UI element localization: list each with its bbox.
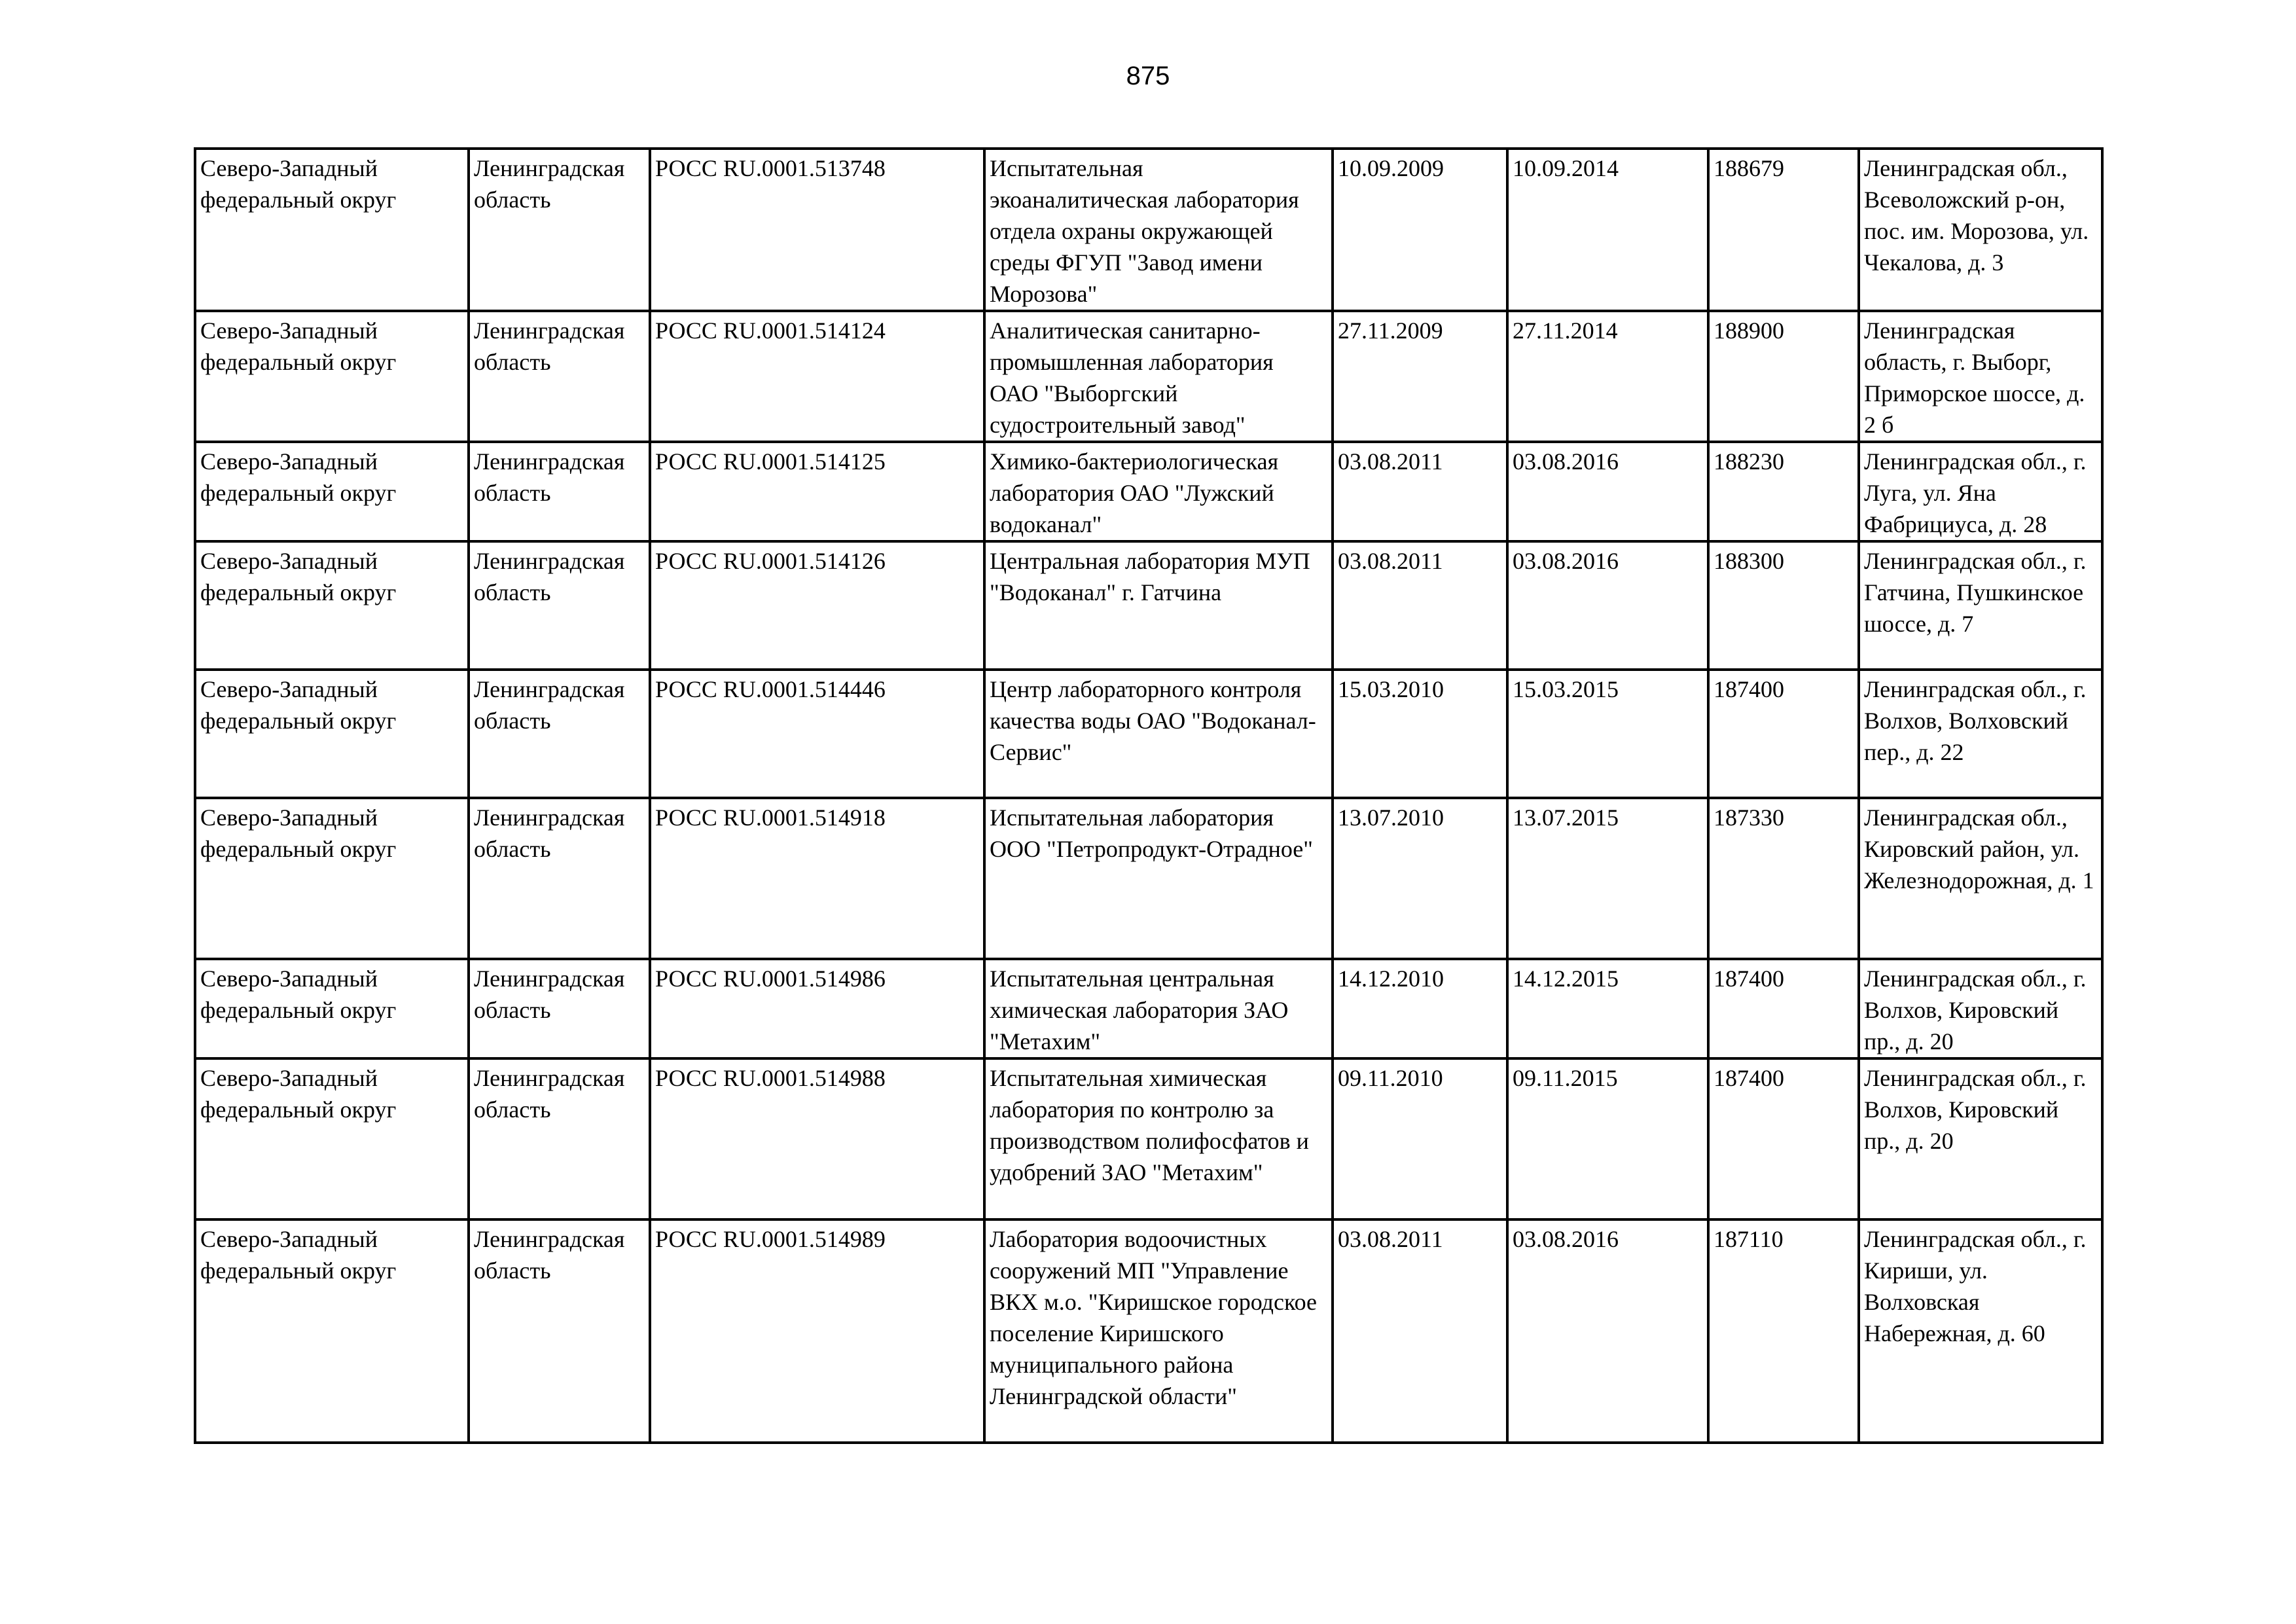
registration-number-cell: РОСС RU.0001.513748	[650, 149, 984, 311]
accreditation-date-cell: 03.08.2011	[1333, 442, 1507, 541]
table-row	[195, 442, 2102, 541]
table-row	[195, 1058, 2102, 1219]
address-cell: Ленинградская обл., г. Волхов, Волховский пер., д. 22	[1859, 670, 2102, 798]
accreditation-date-cell: 27.11.2009	[1333, 311, 1507, 442]
expiry-date-cell: 03.08.2016	[1507, 442, 1708, 541]
registration-number-cell: РОСС RU.0001.514989	[650, 1219, 984, 1443]
region-cell: Ленинградская область	[469, 798, 650, 959]
expiry-date-cell: 09.11.2015	[1507, 1058, 1708, 1219]
accreditation-date-cell: 15.03.2010	[1333, 670, 1507, 798]
table-row	[195, 798, 2102, 959]
expiry-date-cell: 03.08.2016	[1507, 1219, 1708, 1443]
table-row	[195, 959, 2102, 1058]
postcode-cell: 187400	[1708, 670, 1859, 798]
district-cell: Северо-Западный федеральный округ	[195, 1058, 469, 1219]
registration-number-cell: РОСС RU.0001.514988	[650, 1058, 984, 1219]
postcode-cell: 188300	[1708, 541, 1859, 670]
address-cell: Ленинградская обл., г. Луга, ул. Яна Фабрициуса, д. 28	[1859, 442, 2102, 541]
district-cell: Северо-Западный федеральный округ	[195, 149, 469, 311]
district-cell: Северо-Западный федеральный округ	[195, 442, 469, 541]
postcode-cell: 187400	[1708, 959, 1859, 1058]
postcode-cell: 187110	[1708, 1219, 1859, 1443]
registration-number-cell: РОСС RU.0001.514126	[650, 541, 984, 670]
postcode-cell: 187400	[1708, 1058, 1859, 1219]
table-row	[195, 1219, 2102, 1443]
expiry-date-cell: 10.09.2014	[1507, 149, 1708, 311]
region-cell: Ленинградская область	[469, 311, 650, 442]
table-row	[195, 311, 2102, 442]
region-cell: Ленинградская область	[469, 1058, 650, 1219]
address-cell: Ленинградская обл., Всеволожский р-он, пос. им. Морозова, ул. Чекалова, д. 3	[1859, 149, 2102, 311]
expiry-date-cell: 03.08.2016	[1507, 541, 1708, 670]
district-cell: Северо-Западный федеральный округ	[195, 798, 469, 959]
registration-number-cell: РОСС RU.0001.514124	[650, 311, 984, 442]
district-cell: Северо-Западный федеральный округ	[195, 311, 469, 442]
table-row	[195, 149, 2102, 311]
accreditation-date-cell: 03.08.2011	[1333, 541, 1507, 670]
registration-number-cell: РОСС RU.0001.514986	[650, 959, 984, 1058]
laboratory-name-cell: Испытательная экоаналитическая лаборатория отдела охраны окружающей среды ФГУП "Завод имени Морозова"	[984, 149, 1333, 311]
expiry-date-cell: 15.03.2015	[1507, 670, 1708, 798]
laboratory-name-cell: Лаборатория водоочистных сооружений МП "Управление ВКХ м.о. "Киришское городское поселение Киришского муниципального района Ленинградской области"	[984, 1219, 1333, 1443]
postcode-cell: 188900	[1708, 311, 1859, 442]
laboratory-name-cell: Испытательная химическая лаборатория по контролю за производством полифосфатов и удобрений ЗАО "Метахим"	[984, 1058, 1333, 1219]
laboratory-name-cell: Испытательная центральная химическая лаборатория ЗАО "Метахим"	[984, 959, 1333, 1058]
registration-number-cell: РОСС RU.0001.514918	[650, 798, 984, 959]
address-cell: Ленинградская обл., г. Волхов, Кировский пр., д. 20	[1859, 959, 2102, 1058]
address-cell: Ленинградская обл., г. Волхов, Кировский пр., д. 20	[1859, 1058, 2102, 1219]
district-cell: Северо-Западный федеральный округ	[195, 541, 469, 670]
accreditation-date-cell: 03.08.2011	[1333, 1219, 1507, 1443]
address-cell: Ленинградская обл., г. Кириши, ул. Волховская Набережная, д. 60	[1859, 1219, 2102, 1443]
table-row	[195, 541, 2102, 670]
laboratory-name-cell: Испытательная лаборатория ООО "Петропродукт-Отрадное"	[984, 798, 1333, 959]
postcode-cell: 188679	[1708, 149, 1859, 311]
district-cell: Северо-Западный федеральный округ	[195, 1219, 469, 1443]
laboratory-registry-table	[194, 147, 2104, 1444]
registration-number-cell: РОСС RU.0001.514446	[650, 670, 984, 798]
postcode-cell: 187330	[1708, 798, 1859, 959]
address-cell: Ленинградская обл., г. Гатчина, Пушкинское шоссе, д. 7	[1859, 541, 2102, 670]
page-number: 875	[1126, 62, 1170, 90]
accreditation-date-cell: 10.09.2009	[1333, 149, 1507, 311]
laboratory-name-cell: Центральная лаборатория МУП "Водоканал" г. Гатчина	[984, 541, 1333, 670]
address-cell: Ленинградская обл., Кировский район, ул. Железнодорожная, д. 1	[1859, 798, 2102, 959]
table-row	[195, 670, 2102, 798]
accreditation-date-cell: 09.11.2010	[1333, 1058, 1507, 1219]
address-cell: Ленинградская область, г. Выборг, Приморское шоссе, д. 2 б	[1859, 311, 2102, 442]
registration-number-cell: РОСС RU.0001.514125	[650, 442, 984, 541]
region-cell: Ленинградская область	[469, 670, 650, 798]
region-cell: Ленинградская область	[469, 541, 650, 670]
region-cell: Ленинградская область	[469, 1219, 650, 1443]
accreditation-date-cell: 13.07.2010	[1333, 798, 1507, 959]
postcode-cell: 188230	[1708, 442, 1859, 541]
region-cell: Ленинградская область	[469, 442, 650, 541]
expiry-date-cell: 14.12.2015	[1507, 959, 1708, 1058]
laboratory-name-cell: Центр лабораторного контроля качества воды ОАО "Водоканал-Сервис"	[984, 670, 1333, 798]
laboratory-name-cell: Аналитическая санитарно-промышленная лаборатория ОАО "Выборгский судостроительный завод"	[984, 311, 1333, 442]
district-cell: Северо-Западный федеральный округ	[195, 959, 469, 1058]
expiry-date-cell: 27.11.2014	[1507, 311, 1708, 442]
laboratory-name-cell: Химико-бактериологическая лаборатория ОАО "Лужский водоканал"	[984, 442, 1333, 541]
region-cell: Ленинградская область	[469, 959, 650, 1058]
region-cell: Ленинградская область	[469, 149, 650, 311]
expiry-date-cell: 13.07.2015	[1507, 798, 1708, 959]
district-cell: Северо-Западный федеральный округ	[195, 670, 469, 798]
accreditation-date-cell: 14.12.2010	[1333, 959, 1507, 1058]
